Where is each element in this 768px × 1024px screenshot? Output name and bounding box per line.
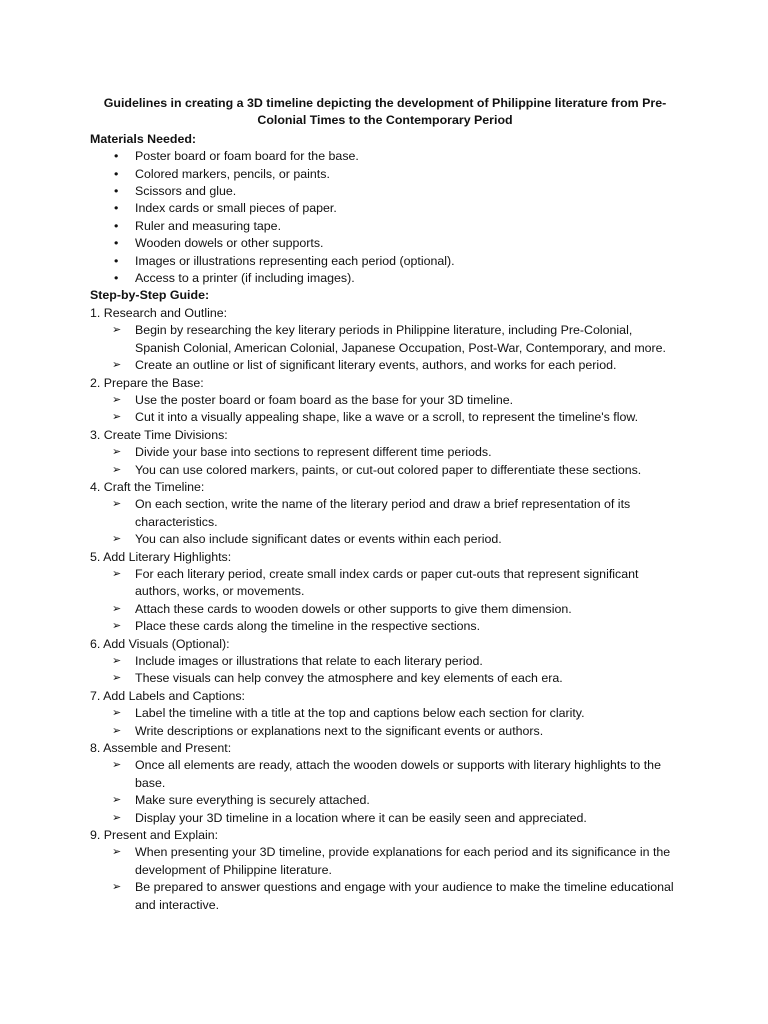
bullet-icon: • [114,236,119,251]
substep-text: Write descriptions or explanations next to the significant events or authors. [135,723,544,738]
substep-text: These visuals can help convey the atmosphere and key elements of each era. [135,671,563,686]
substep-item [90,757,680,792]
substep-item [90,392,680,409]
materials-item [90,200,680,217]
materials-item [90,235,680,252]
step-title: 9. Present and Explain: [90,828,219,843]
bullet-icon: • [114,218,119,233]
step [90,479,680,549]
materials-item [90,218,680,235]
substep-text: When presenting your 3D timeline, provide explanations for each period and its significance in the development of Philippine literature. [135,845,671,877]
substep-text: Display your 3D timeline in a location where it can be easily seen and appreciated. [135,810,587,825]
arrow-bullet-icon: ➢ [112,446,122,459]
bullet-icon: • [114,184,119,199]
substep-text: Be prepared to answer questions and engage with your audience to make the timeline educational and interactive. [135,880,674,912]
step-title: 8. Assemble and Present: [90,741,232,756]
materials-heading: Materials Needed: [90,131,197,146]
materials-item-text: Images or illustrations representing each period (optional). [135,253,455,268]
step [90,636,680,688]
bullet-icon: • [114,201,119,216]
substep-text: You can use colored markers, paints, or cut-out colored paper to differentiate these sections. [135,462,642,477]
arrow-bullet-icon: ➢ [112,707,122,720]
step-title: 2. Prepare the Base: [90,375,204,390]
substep-text: Make sure everything is securely attached. [135,793,370,808]
materials-item-text: Scissors and glue. [135,184,237,199]
step [90,427,680,479]
materials-item [90,253,680,270]
arrow-bullet-icon: ➢ [112,567,122,580]
materials-item-text: Poster board or foam board for the base. [135,149,359,164]
arrow-bullet-icon: ➢ [112,324,122,337]
substep-item [90,444,680,461]
step-title: 6. Add Visuals (Optional): [90,636,230,651]
substep-item [90,670,680,687]
substep-list [90,705,680,740]
materials-item-text: Index cards or small pieces of paper. [135,201,337,216]
document-page [90,95,680,914]
step-title: 4. Craft the Timeline: [90,479,205,494]
step [90,740,680,827]
substep-text: For each literary period, create small index cards or paper cut-outs that represent significant authors, works, or movements. [135,566,639,599]
arrow-bullet-icon: ➢ [112,463,122,476]
substep-text: Divide your base into sections to represent different time periods. [135,445,492,460]
substep-item [90,409,680,426]
substep-list [90,566,680,636]
step-title: 3. Create Time Divisions: [90,427,228,442]
substep-list [90,322,680,374]
arrow-bullet-icon: ➢ [112,359,122,372]
step [90,688,680,740]
materials-list [90,148,680,287]
bullet-icon: • [114,166,119,181]
substep-text: Include images or illustrations that relate to each literary period. [135,654,483,668]
substep-item [90,705,680,722]
substep-item [90,496,680,531]
step [90,305,680,375]
arrow-bullet-icon: ➢ [112,672,122,685]
substep-item [90,723,680,740]
arrow-bullet-icon: ➢ [112,411,122,424]
substep-item [90,531,680,548]
substep-list [90,444,680,479]
substep-text: Create an outline or list of significant literary events, authors, and works for each period. [135,358,617,373]
substep-item [90,810,680,827]
materials-item-text: Colored markers, pencils, or paints. [135,166,330,181]
substep-text: You can also include significant dates or events within each period. [135,532,502,547]
arrow-bullet-icon: ➢ [112,533,122,546]
arrow-bullet-icon: ➢ [112,881,122,894]
arrow-bullet-icon: ➢ [112,724,122,737]
substep-item [90,357,680,374]
substep-list [90,844,680,914]
substep-text: Cut it into a visually appealing shape, like a wave or a scroll, to represent the timeline's flow. [135,410,639,425]
substep-item [90,462,680,479]
substep-item [90,601,680,618]
substep-text: Use the poster board or foam board as the base for your 3D timeline. [135,392,514,407]
substep-item [90,792,680,809]
substep-list [90,653,680,688]
substep-text: Once all elements are ready, attach the wooden dowels or supports with literary highlights to the base. [135,758,661,790]
substep-item [90,566,680,601]
materials-item [90,166,680,183]
substep-text: Place these cards along the timeline in the respective sections. [135,619,481,634]
arrow-bullet-icon: ➢ [112,846,122,859]
arrow-bullet-icon: ➢ [112,620,122,633]
materials-item [90,270,680,287]
arrow-bullet-icon: ➢ [112,794,122,807]
substep-item [90,322,680,357]
arrow-bullet-icon: ➢ [112,759,122,772]
step [90,549,680,636]
bullet-icon: • [114,253,119,268]
step [90,375,680,427]
step-title: 1. Research and Outline: [90,305,228,320]
bullet-icon: • [114,149,119,164]
substep-list [90,757,680,827]
step-title: 7. Add Labels and Captions: [90,688,245,703]
materials-item [90,183,680,200]
substep-item [90,844,680,879]
guide-heading: Step-by-Step Guide: [90,288,210,303]
arrow-bullet-icon: ➢ [112,393,122,406]
arrow-bullet-icon: ➢ [112,811,122,824]
arrow-bullet-icon: ➢ [112,498,122,511]
substep-item [90,653,680,670]
substep-list [90,496,680,548]
substep-item [90,618,680,635]
substep-text: Attach these cards to wooden dowels or other supports to give them dimension. [135,601,572,616]
substep-text: On each section, write the name of the literary period and draw a brief representation of its characteristics. [135,497,631,529]
bullet-icon: • [114,271,119,286]
materials-item-text: Access to a printer (if including images). [135,271,355,286]
materials-item-text: Ruler and measuring tape. [135,218,282,233]
substep-list [90,392,680,427]
arrow-bullet-icon: ➢ [112,655,122,667]
substep-text: Label the timeline with a title at the top and captions below each section for clarity. [135,706,585,721]
materials-item-text: Wooden dowels or other supports. [135,236,324,251]
substep-text: Begin by researching the key literary periods in Philippine literature, including Pre-Colonial, Spanish Colonial, American Colonial, Japanese Occupation, Post-War, Contemporary, and more. [135,323,666,355]
arrow-bullet-icon: ➢ [112,602,122,615]
step [90,827,680,914]
step-title: 5. Add Literary Highlights: [90,549,232,564]
substep-item [90,879,680,914]
materials-item [90,148,680,165]
document-title: Guidelines in creating a 3D timeline depicting the development of Philippine literature from Pre-Colonial Times to the Contemporary Period [103,96,667,128]
